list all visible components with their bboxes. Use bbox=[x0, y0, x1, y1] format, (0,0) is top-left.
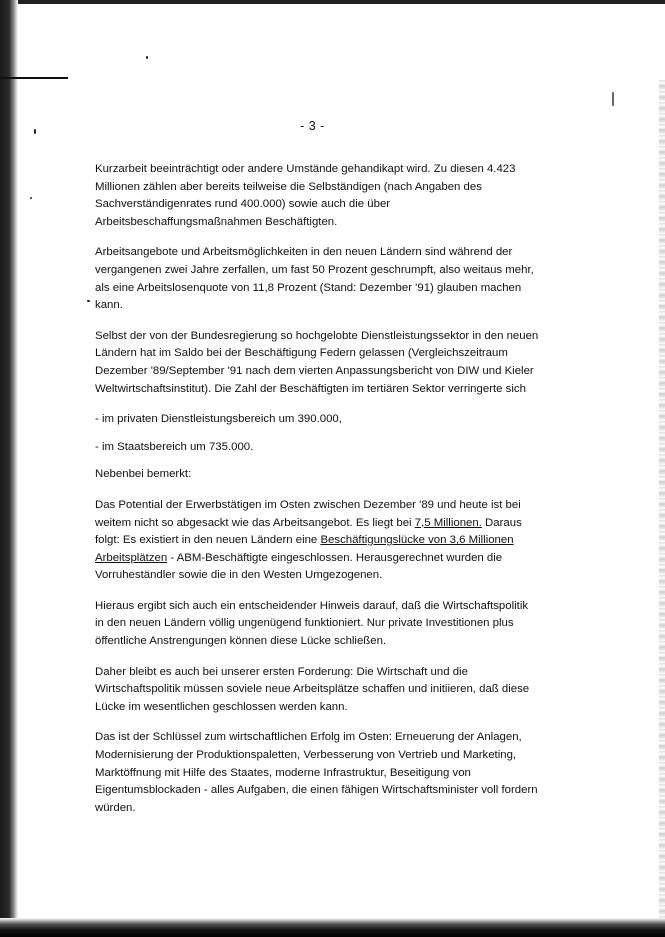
scan-edge-right bbox=[659, 80, 665, 920]
scan-speck bbox=[30, 197, 32, 199]
underlined-employment-gap: Beschäftigungslücke von 3,6 Millionen Arbeitsplätzen bbox=[95, 534, 514, 564]
paragraph-text: - ABM-Beschäftigte eingeschlossen. Herausgerechnet wurden die Vorruheständler sowie die in den Westen Umgezogenen. bbox=[95, 551, 503, 582]
paragraph-text: Kurzarbeit beeinträchtigt oder andere Umstände gehandikapt wird. Zu diesen 4.423 Millionen zählen aber bereits teilweise die Selbständigen (nach Angaben des Sachverständigenrates rund 400.000) sowie auch die über Arbeitsbeschaffungsmaßnahmen Beschäftigten. bbox=[95, 163, 516, 228]
list-item-private-services bbox=[95, 411, 540, 429]
paragraph-text: Arbeitsangebote und Arbeitsmöglichkeiten in den neuen Ländern sind während der vergangenen zwei Jahre zerfallen, um fast 50 Prozent geschrumpft, also weitaus mehr, als eine Arbeitslosenquote von 11,8 Prozent (Stand: Dezember '91) glauben machen kann. bbox=[95, 246, 534, 312]
paragraph-first-demand bbox=[95, 664, 540, 717]
list-item-text: - im Staatsbereich um 735.000. bbox=[95, 440, 254, 453]
scan-speck bbox=[612, 92, 614, 106]
paragraph-text: Hieraus ergibt sich auch ein entscheidender Hinweis darauf, daß die Wirtschaftspolitik in den neuen Ländern völlig ungenügend funktioniert. Nur private Investitionen plus öffentliche Anstrengungen können diese Lücke schließen. bbox=[95, 599, 529, 648]
underlined-figure: 7,5 Millionen. bbox=[414, 516, 482, 529]
scan-edge-bottom bbox=[0, 918, 665, 937]
scan-edge-top bbox=[0, 0, 665, 4]
list-item-state-sector bbox=[95, 439, 540, 457]
page-number: - 3 - bbox=[300, 119, 325, 133]
paragraph-text: Selbst der von der Bundesregierung so hochgelobte Dienstleistungssektor in den neuen Ländern hat im Saldo bei der Beschäftigung Federn gelassen (Vergleichszeitraum Dezember '89/September '91 nach dem vierten Anpassungsbericht von DIW und Kieler Weltwirtschaftsinstitut). Die Zahl der Beschäftigten im tertiären Sektor verringerte sich bbox=[95, 329, 539, 395]
paragraph-economic-policy bbox=[95, 598, 540, 651]
paragraph-side-note bbox=[95, 466, 540, 484]
paragraph-text: Daher bleibt es auch bei unserer ersten Forderung: Die Wirtschaft und die Wirtschaftspolitik müssen soviele neue Arbeitsplätze schaffen und initiieren, daß diese Lücke im wesentlichen geschlossen werden kann. bbox=[95, 665, 530, 713]
paragraph-job-offers bbox=[95, 244, 540, 314]
list-item-text: - im privaten Dienstleistungsbereich um 390.000, bbox=[95, 413, 342, 426]
scan-edge-left bbox=[0, 0, 18, 937]
paragraph-key-to-success bbox=[95, 729, 540, 817]
scan-speck bbox=[146, 56, 148, 59]
paragraph-employment-potential bbox=[95, 497, 540, 585]
paragraph-text: Das ist der Schlüssel zum wirtschaftlichen Erfolg im Osten: Erneuerung der Anlagen, Modernisierung der Produktionspaletten, Verbesserung von Vertrieb und Marketing, Marktöffnung mit Hilfe des Staates, moderne Infrastruktur, Beseitigung von Eigentumsblockaden - alles Aufgaben, die einen fähigen Wirtschaftsminister voll fordern würden. bbox=[95, 731, 538, 814]
paragraph-text: Daraus folgt: Es existiert in den neuen Ländern eine bbox=[95, 516, 522, 547]
body-text bbox=[95, 161, 540, 830]
margin-rule bbox=[0, 77, 68, 79]
paragraph-short-time-work bbox=[95, 161, 540, 231]
scan-speck bbox=[87, 300, 90, 302]
paragraph-text: Das Potential der Erwerbstätigen im Osten zwischen Dezember '89 und heute ist bei weitem nicht so abgesackt wie das Arbeitsangebot. Es liegt bei bbox=[95, 498, 521, 529]
paragraph-text: Nebenbei bemerkt: bbox=[95, 468, 192, 481]
paragraph-service-sector bbox=[95, 328, 540, 398]
